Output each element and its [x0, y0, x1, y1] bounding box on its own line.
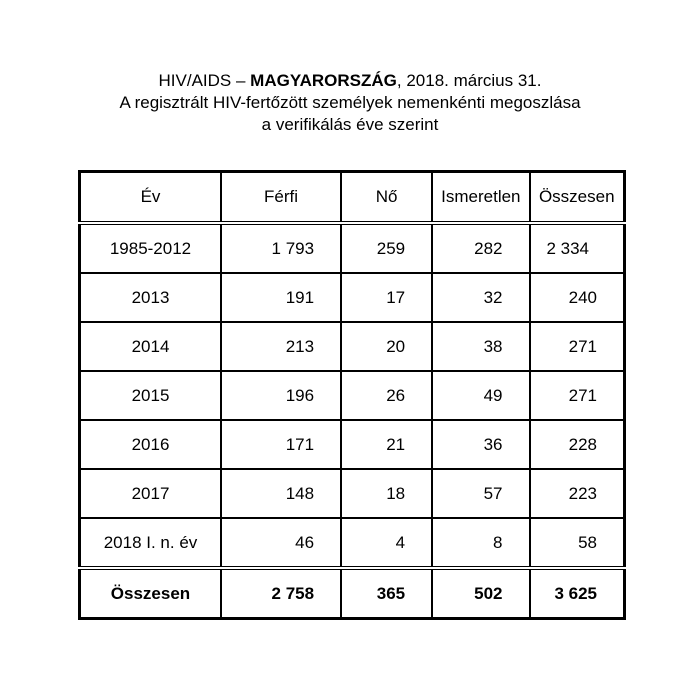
cell-unknown: 57 — [432, 469, 529, 518]
cell-unknown: 36 — [432, 420, 529, 469]
cell-year: 1985-2012 — [80, 223, 221, 273]
table-row — [80, 371, 625, 420]
cell-total: 228 — [530, 420, 625, 469]
document-title — [0, 70, 700, 136]
cell-year: 2017 — [80, 469, 221, 518]
cell-year: 2016 — [80, 420, 221, 469]
title-line-3: a verifikálás éve szerint — [261, 115, 439, 134]
table-total-row — [80, 568, 625, 619]
cell-male: 171 — [221, 420, 341, 469]
table-row — [80, 322, 625, 371]
cell-year: 2015 — [80, 371, 221, 420]
header-female: Nő — [341, 172, 432, 224]
cell-female: 26 — [341, 371, 432, 420]
cell-female: 4 — [341, 518, 432, 568]
table-row — [80, 273, 625, 322]
cell-unknown: 32 — [432, 273, 529, 322]
header-unknown: Ismeretlen — [432, 172, 529, 224]
cell-female: 259 — [341, 223, 432, 273]
cell-female: 20 — [341, 322, 432, 371]
cell-male: 196 — [221, 371, 341, 420]
cell-unknown: 38 — [432, 322, 529, 371]
cell-unknown: 49 — [432, 371, 529, 420]
table-header-row — [80, 172, 625, 224]
cell-total: 58 — [530, 518, 625, 568]
cell-grand-total: 3 625 — [530, 568, 625, 619]
title-country: MAGYARORSZÁG — [250, 71, 397, 90]
cell-male: 148 — [221, 469, 341, 518]
cell-year: 2013 — [80, 273, 221, 322]
cell-unknown: 282 — [432, 223, 529, 273]
cell-total: 2 334 — [530, 223, 625, 273]
cell-male: 1 793 — [221, 223, 341, 273]
header-year: Év — [80, 172, 221, 224]
table-row — [80, 223, 625, 273]
title-prefix: HIV/AIDS – — [158, 71, 251, 90]
cell-male: 46 — [221, 518, 341, 568]
title-line-2: A regisztrált HIV-fertőzött személyek nemenkénti megoszlása — [119, 93, 581, 112]
cell-male: 191 — [221, 273, 341, 322]
header-total: Összesen — [530, 172, 625, 224]
cell-year: 2014 — [80, 322, 221, 371]
cell-female: 21 — [341, 420, 432, 469]
table-row — [80, 420, 625, 469]
cell-total: 271 — [530, 371, 625, 420]
cell-total-unknown: 502 — [432, 568, 529, 619]
cell-total: 240 — [530, 273, 625, 322]
cell-total: 223 — [530, 469, 625, 518]
cell-female: 17 — [341, 273, 432, 322]
cell-total-label: Összesen — [80, 568, 221, 619]
title-date: , 2018. március 31. — [396, 71, 542, 90]
cell-total-female: 365 — [341, 568, 432, 619]
cell-unknown: 8 — [432, 518, 529, 568]
cell-total-male: 2 758 — [221, 568, 341, 619]
cell-male: 213 — [221, 322, 341, 371]
cell-female: 18 — [341, 469, 432, 518]
cell-year: 2018 I. n. év — [80, 518, 221, 568]
cell-total: 271 — [530, 322, 625, 371]
hiv-data-table — [78, 170, 626, 620]
table-row — [80, 518, 625, 568]
header-male: Férfi — [221, 172, 341, 224]
table-row — [80, 469, 625, 518]
title-line-1 — [0, 70, 700, 92]
